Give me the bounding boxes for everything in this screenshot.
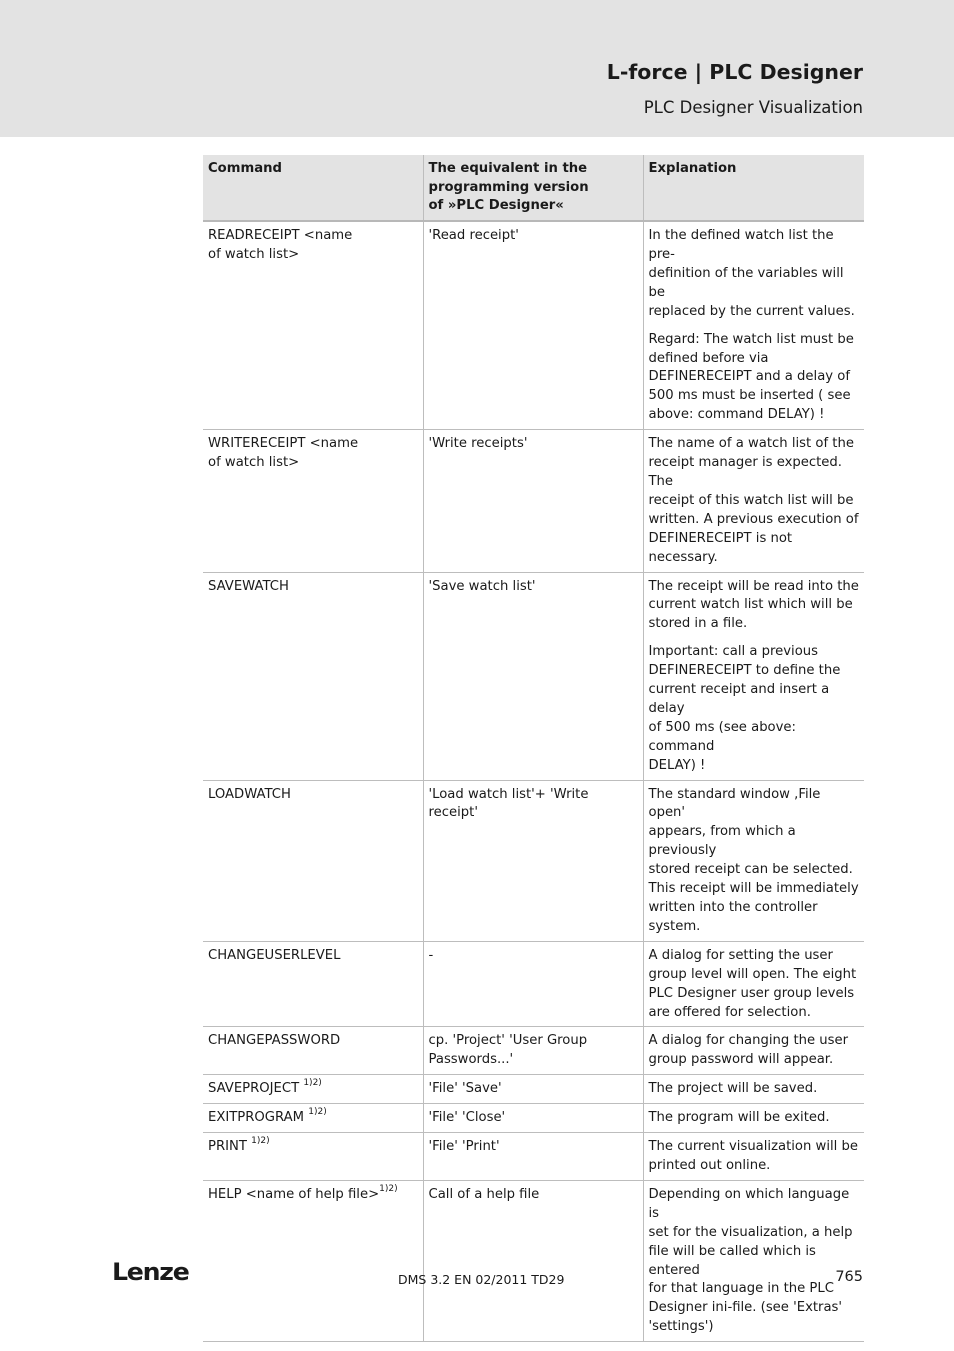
- table-header: [203, 155, 864, 221]
- table-row: [203, 1075, 864, 1104]
- text-line: WRITERECEIPT <name: [208, 436, 359, 452]
- text-line: appears, from which a previously: [648, 824, 796, 859]
- text-line: are offered for selection.: [648, 1004, 811, 1020]
- explanation-paragraph: [649, 1138, 860, 1176]
- equivalent-cell: [423, 1180, 643, 1341]
- text-line: of watch list>: [208, 247, 300, 263]
- text-line: A dialog for changing the user: [648, 1033, 849, 1049]
- text-line: LOADWATCH: [208, 786, 291, 802]
- text-line: 'Write receipts': [428, 436, 528, 452]
- text-line: A dialog for setting the user: [648, 947, 833, 963]
- text-line: written. A previous execution of: [648, 511, 859, 527]
- text-line: CHANGEPASSWORD: [208, 1033, 341, 1049]
- equivalent-cell: [423, 941, 643, 1027]
- text-line: group password will appear.: [648, 1052, 834, 1068]
- table-row: [203, 1180, 864, 1341]
- column-header-equivalent: [423, 155, 643, 221]
- text-line: defined before via: [648, 350, 769, 366]
- text-line: cp. 'Project' 'User Group: [428, 1033, 588, 1049]
- explanation-paragraph: [649, 1080, 860, 1099]
- table-row: [203, 1133, 864, 1181]
- text-line: current receipt and insert a delay: [648, 682, 830, 716]
- explanation-cell: [643, 430, 864, 572]
- text-line: receipt manager is expected. The: [648, 455, 842, 489]
- text-line: above: command DELAY) !: [648, 407, 825, 423]
- text-line: In the defined watch list the pre-: [648, 228, 834, 263]
- equivalent-cell: [423, 1104, 643, 1133]
- text-line: Call of a help file: [428, 1186, 540, 1202]
- table-body: [203, 221, 864, 1342]
- equivalent-cell: [423, 780, 643, 941]
- footer-doc-id: DMS 3.2 EN 02/2011 TD29: [398, 1272, 565, 1287]
- equivalent-cell: [423, 572, 643, 780]
- text-line: 'File' 'Save': [428, 1081, 502, 1097]
- table-row: [203, 1027, 864, 1075]
- text-line: 'File' 'Print': [428, 1139, 500, 1155]
- explanation-paragraph: [649, 786, 860, 937]
- table-row: [203, 221, 864, 430]
- text-line: READRECEIPT <name: [208, 228, 353, 244]
- text-line: of 500 ms (see above: command: [648, 719, 796, 754]
- explanation-paragraph: [649, 643, 860, 775]
- text-line: 500 ms must be inserted ( see: [648, 388, 851, 404]
- equivalent-cell: [423, 221, 643, 430]
- text-line: current watch list which will be: [648, 597, 853, 613]
- text-line: PRINT: [208, 1139, 252, 1155]
- text-line: The current visualization will be: [648, 1139, 858, 1155]
- text-line: SAVEWATCH: [208, 578, 289, 594]
- text-line: replaced by the current values.: [648, 303, 855, 319]
- text-line: PLC Designer user group levels: [648, 985, 855, 1001]
- text-line: printed out online.: [648, 1157, 771, 1173]
- table-row: [203, 572, 864, 780]
- text-line: The receipt will be read into the: [648, 578, 859, 594]
- equivalent-cell: [423, 1133, 643, 1181]
- text-line: HELP <name of help file>: [208, 1186, 380, 1202]
- text-line: DEFINERECEIPT to define the: [648, 663, 841, 679]
- explanation-cell: [643, 572, 864, 780]
- text-line: Regard: The watch list must be: [648, 331, 854, 347]
- column-header-explanation: [643, 155, 864, 221]
- text-line: The project will be saved.: [648, 1081, 818, 1097]
- explanation-paragraph: [649, 1186, 860, 1337]
- command-table: [203, 155, 864, 1342]
- page-subtitle: PLC Designer Visualization: [643, 98, 863, 117]
- text-line: Passwords...': [428, 1052, 514, 1068]
- explanation-cell: [643, 1133, 864, 1181]
- text-line: Important: call a previous: [648, 644, 819, 660]
- lenze-logo: Lenze: [112, 1258, 189, 1286]
- column-header-command: [203, 155, 423, 221]
- text-line: Explanation: [648, 161, 737, 176]
- footnote-marker: 1)2): [308, 1106, 327, 1117]
- command-cell: [203, 1027, 423, 1075]
- text-line: Designer ini-file. (see 'Extras': [648, 1300, 843, 1316]
- explanation-cell: [643, 1075, 864, 1104]
- table-row: [203, 941, 864, 1027]
- text-line: This receipt will be immediately: [648, 881, 859, 897]
- equivalent-cell: [423, 1027, 643, 1075]
- text-line: written into the controller: [648, 900, 818, 916]
- command-cell: [203, 221, 423, 430]
- explanation-paragraph: [649, 578, 860, 635]
- footnote-marker: 1)2): [379, 1183, 398, 1194]
- text-line: Depending on which language is: [648, 1186, 850, 1221]
- text-line: for that language in the PLC: [648, 1281, 834, 1297]
- text-line: 'Save watch list': [428, 578, 536, 594]
- text-line: receipt of this watch list will be: [648, 492, 854, 508]
- table-header-row: [203, 155, 864, 221]
- text-line: SAVEPROJECT: [208, 1081, 304, 1097]
- explanation-cell: [643, 1104, 864, 1133]
- text-line: DEFINERECEIPT and a delay of: [648, 369, 850, 385]
- text-line: The program will be exited.: [648, 1110, 830, 1126]
- text-line: 'Load watch list'+ 'Write receipt': [428, 786, 589, 821]
- page-title: L-force | PLC Designer: [606, 60, 863, 84]
- command-cell: [203, 780, 423, 941]
- table-row: [203, 780, 864, 941]
- text-line: The standard window ,File open': [648, 786, 821, 821]
- text-line: The equivalent in the: [428, 161, 588, 176]
- equivalent-cell: [423, 430, 643, 572]
- explanation-paragraph: [649, 227, 860, 322]
- page-number: 765: [835, 1269, 863, 1285]
- explanation-paragraph: [649, 1032, 860, 1070]
- equivalent-cell: [423, 1075, 643, 1104]
- text-line: 'File' 'Close': [428, 1110, 506, 1126]
- text-line: Command: [208, 161, 282, 176]
- table-row: [203, 1104, 864, 1133]
- text-line: 'Read receipt': [428, 228, 519, 244]
- explanation-paragraph: [649, 1109, 860, 1128]
- explanation-paragraph: [649, 435, 860, 567]
- text-line: system.: [648, 918, 701, 934]
- command-cell: [203, 1133, 423, 1181]
- text-line: definition of the variables will be: [648, 265, 844, 300]
- text-line: set for the visualization, a help: [648, 1224, 853, 1240]
- text-line: EXITPROGRAM: [208, 1110, 309, 1126]
- text-line: DEFINERECEIPT is not necessary.: [648, 530, 793, 565]
- text-line: The name of a watch list of the: [648, 436, 854, 452]
- text-line: 'settings'): [648, 1319, 714, 1335]
- footnote-marker: 1)2): [251, 1135, 270, 1146]
- text-line: of »PLC Designer«: [428, 198, 564, 214]
- text-line: -: [428, 947, 434, 963]
- command-cell: [203, 1104, 423, 1133]
- explanation-paragraph: [649, 947, 860, 1023]
- table-row: [203, 430, 864, 572]
- text-line: stored in a file.: [648, 616, 748, 632]
- text-line: group level will open. The eight: [648, 966, 857, 982]
- text-line: stored receipt can be selected.: [648, 862, 853, 878]
- text-line: programming version: [428, 179, 589, 195]
- explanation-cell: [643, 1027, 864, 1075]
- text-line: CHANGEUSERLEVEL: [208, 947, 341, 963]
- explanation-paragraph: [649, 331, 860, 426]
- text-line: file will be called which is entered: [648, 1243, 816, 1278]
- explanation-cell: [643, 780, 864, 941]
- command-cell: [203, 572, 423, 780]
- command-cell: [203, 1075, 423, 1104]
- explanation-cell: [643, 221, 864, 430]
- command-cell: [203, 941, 423, 1027]
- explanation-cell: [643, 1180, 864, 1341]
- text-line: of watch list>: [208, 455, 300, 471]
- footnote-marker: 1)2): [303, 1077, 322, 1088]
- explanation-cell: [643, 941, 864, 1027]
- text-line: DELAY) !: [648, 757, 706, 773]
- command-cell: [203, 430, 423, 572]
- command-cell: [203, 1180, 423, 1341]
